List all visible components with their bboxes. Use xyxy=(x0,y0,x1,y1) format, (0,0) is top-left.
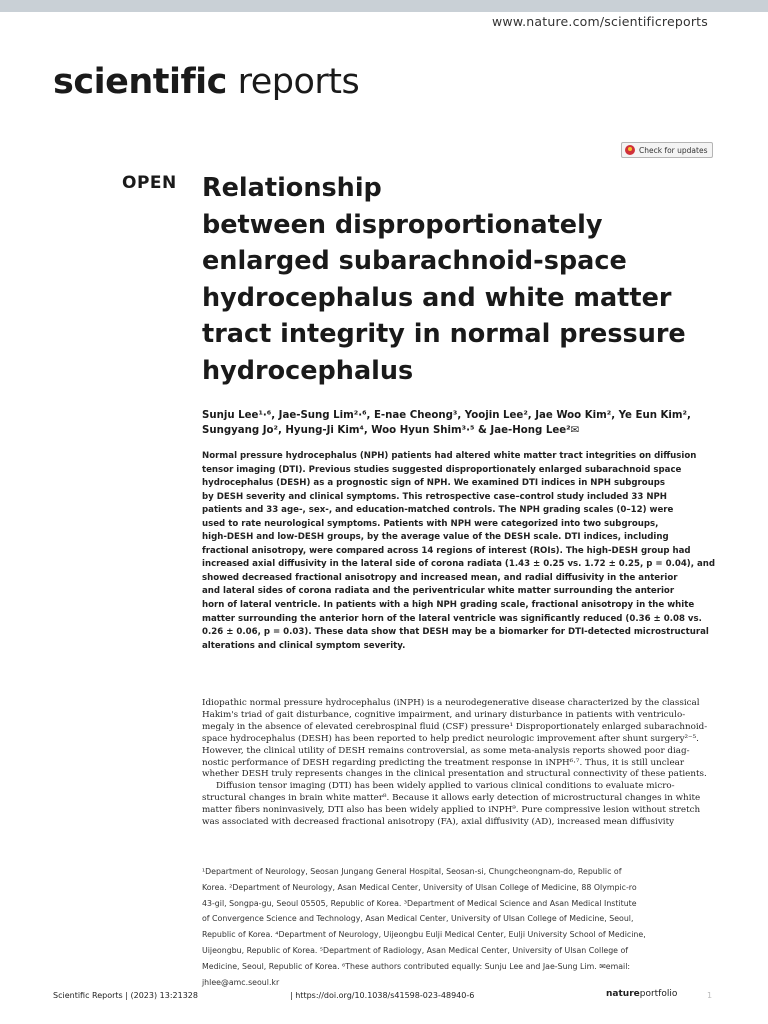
brand-bold: nature xyxy=(606,989,640,999)
abstract-line: tensor imaging (DTI). Previous studies suggested disproportionately enlarged subarachnoid space xyxy=(202,464,682,475)
abstract-line: 0.26 ± 0.06, p = 0.03). These data show that DESH may be a biomarker for DTI-detected microstructural xyxy=(202,627,709,638)
abstract-line: alterations and clinical symptom severity. xyxy=(202,640,406,651)
abstract-line: patients and 33 age-, sex-, and education-matched controls. The NPH grading scales (0–12) were xyxy=(202,505,674,516)
author-line: Sungyang Jo², Hyung-Ji Kim⁴, Woo Hyun Shim³·⁵ & Jae-Hong Lee²✉ xyxy=(202,425,580,436)
abstract-line: Normal pressure hydrocephalus (NPH) patients had altered white matter tract integrities on diffusion xyxy=(202,451,697,461)
affiliation-line: Korea. ²Department of Neurology, Asan Medical Center, University of Ulsan College of Medicine, 88 Olympic-ro xyxy=(202,882,637,892)
article-title xyxy=(202,170,742,389)
body-line: Idiopathic normal pressure hydrocephalus (iNPH) is a neurodegenerative disease characterized by the classical xyxy=(202,698,700,708)
abstract-line: by DESH severity and clinical symptoms. This retrospective case–control study included 33 NPH xyxy=(202,491,668,502)
author-line: Sunju Lee¹·⁶, Jae-Sung Lim²·⁶, E-nae Cheong³, Yoojin Lee², Jae Woo Kim², Ye Eun Kim², xyxy=(202,410,691,421)
top-bar xyxy=(0,0,768,12)
body-line: Diffusion tensor imaging (DTI) has been widely applied to various clinical conditions to evaluate micro- xyxy=(216,781,675,792)
site-url[interactable]: www.nature.com/scientificreports xyxy=(491,14,708,29)
affiliation-email[interactable]: jhlee@amc.seoul.kr xyxy=(202,977,280,987)
title-line: between disproportionately xyxy=(202,209,603,240)
abstract-line: fractional anisotropy, were compared across 14 regions of interest (ROIs). The high-DESH group had xyxy=(202,545,691,556)
abstract-line: used to rate neurological symptoms. Patients with NPH were categorized into two subgroups, xyxy=(202,518,659,529)
abstract-line: high-DESH and low-DESH groups, by the average value of the DESH scale. DTI indices, including xyxy=(202,532,669,543)
body-line: space hydrocephalus (DESH) has been reported to help predict neurologic improvement after shunt surgery²⁻⁵. xyxy=(202,733,699,744)
body-line: whether DESH truly represents changes in the clinical presentation and structural connectivity of these patients. xyxy=(202,769,707,780)
affiliation-line: 43-gil, Songpa-gu, Seoul 05505, Republic of Korea. ³Department of Medical Science and Asan Medical Institute xyxy=(202,898,637,908)
abstract-line: showed decreased fractional anisotropy and increased mean, and radial diffusivity in the anterior xyxy=(202,572,678,583)
journal-logo-bold: scientific xyxy=(53,62,227,102)
affiliation-line: ¹Department of Neurology, Seosan Jungang General Hospital, Seosan-si, Chungcheongnam-do, Republic of xyxy=(202,867,622,876)
affiliations xyxy=(202,864,718,990)
body-line: matter fibers noninvasively, DTI also has been widely applied to iNPH⁹. Pure compressive lesion without stretch xyxy=(202,805,701,816)
body-line: However, the clinical utility of DESH remains controversial, as some meta-analysis reports showed poor diag- xyxy=(202,745,690,756)
body-text xyxy=(202,698,718,829)
nature-portfolio-logo xyxy=(606,989,677,999)
check-for-updates-button[interactable] xyxy=(621,142,713,158)
title-line: Relationship xyxy=(202,173,382,203)
title-line: hydrocephalus and white matter xyxy=(202,282,672,313)
journal-logo[interactable] xyxy=(53,62,359,102)
affiliation-line: Republic of Korea. ⁴Department of Neurology, Uijeongbu Eulji Medical Center, Eulji University School of Medicine, xyxy=(202,930,646,940)
crossmark-icon xyxy=(625,145,635,155)
footer-citation: Scientific Reports | (2023) 13:21328 xyxy=(53,991,198,1000)
brand-regular: portfolio xyxy=(639,989,678,999)
abstract-line: horn of lateral ventricle. In patients with a high NPH grading scale, fractional anisotropy in the white xyxy=(202,600,695,611)
abstract xyxy=(202,450,718,653)
title-line: enlarged subarachnoid-space xyxy=(202,246,627,276)
footer-doi-link[interactable]: | https://doi.org/10.1038/s41598-023-48940-6 xyxy=(290,991,475,1000)
affiliation-line: of Convergence Science and Technology, Asan Medical Center, University of Ulsan College of Medicine, Seoul, xyxy=(202,914,634,924)
check-for-updates-label: Check for updates xyxy=(639,145,708,155)
page-number: 1 xyxy=(707,991,713,1000)
abstract-line: increased axial diffusivity in the lateral side of corona radiata (1.43 ± 0.25 vs. 1.72 ± 0.25, p = 0.04), and xyxy=(202,559,716,570)
body-line: structural changes in brain white matter⁸. Because it allows early detection of microstructural changes in white xyxy=(202,793,701,804)
body-line: nostic performance of DESH regarding predicting the treatment response in iNPH⁶·⁷. Thus, it is still unclear xyxy=(202,757,685,768)
journal-logo-regular: reports xyxy=(237,62,360,102)
body-line: megaly in the absence of elevated cerebrospinal fluid (CSF) pressure¹ Disproportionately enlarged subarachnoid- xyxy=(202,721,708,732)
author-list xyxy=(202,408,722,438)
body-line: Hakim's triad of gait disturbance, cognitive impairment, and urinary disturbance in patients with ventriculo- xyxy=(202,709,686,720)
abstract-line: and lateral sides of corona radiata and the periventricular white matter surrounding the anterior xyxy=(202,586,675,597)
abstract-line: matter surrounding the anterior horn of the lateral ventricle was significantly reduced (0.36 ± 0.08 vs. xyxy=(202,613,702,624)
body-line: was associated with decreased fractional anisotropy (FA), axial diffusivity (AD), increased mean diffusivity xyxy=(202,817,675,828)
affiliation-line: Uijeongbu, Republic of Korea. ⁵Department of Radiology, Asan Medical Center, University of Ulsan College of xyxy=(202,945,629,955)
affiliation-line: Medicine, Seoul, Republic of Korea. ⁶These authors contributed equally: Sunju Lee and Jae-Sung Lim. ✉email: xyxy=(202,961,631,971)
title-line: tract integrity in normal pressure xyxy=(202,319,686,349)
open-access-label: OPEN xyxy=(122,173,177,193)
title-line: hydrocephalus xyxy=(202,355,414,386)
abstract-line: hydrocephalus (DESH) as a prognostic sign of NPH. We examined DTI indices in NPH subgroups xyxy=(202,478,666,489)
